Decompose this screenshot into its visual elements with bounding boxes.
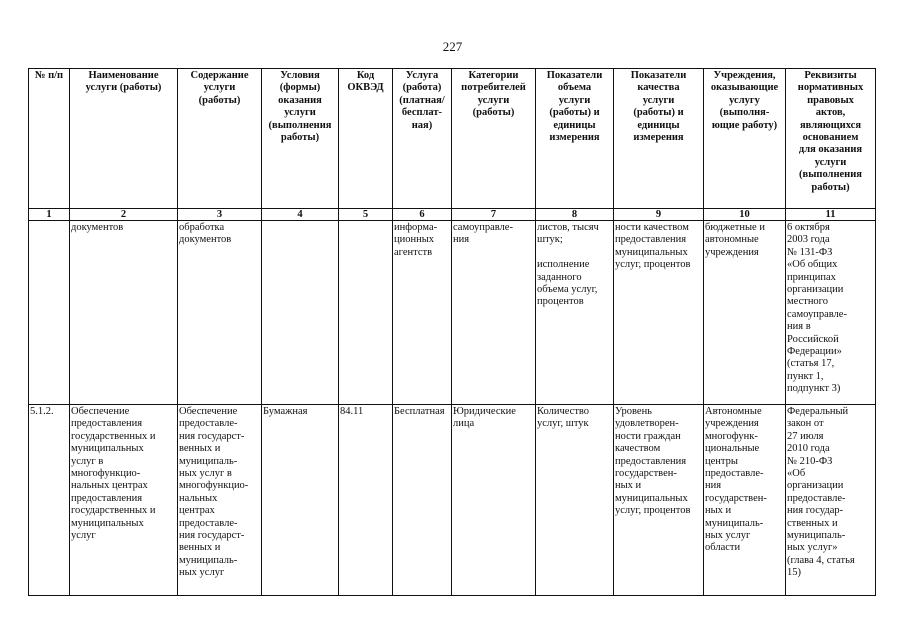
- header-volume-indicators: Показатели объема услуги (работы) и единицы измерения: [536, 69, 614, 209]
- cell-institutions: бюджетные и автономные учреждения: [704, 221, 786, 405]
- cell-number: [29, 221, 70, 405]
- header-legal-acts: Реквизиты нормативных правовых актов, являющихся основанием для оказания услуги (выполнения работы): [786, 69, 876, 209]
- cell-consumer-categories: Юридические лица: [452, 405, 536, 596]
- header-consumer-categories: Категории потребителей услуги (работы): [452, 69, 536, 209]
- cell-volume-indicators: листов, тысяч штук; исполнение заданного объема услуг, процентов: [536, 221, 614, 405]
- column-number: 8: [536, 209, 614, 221]
- cell-service-name: документов: [70, 221, 178, 405]
- cell-institutions: Автономные учреждения многофунк- циональные центры предоставле- ния государствен- ных и муниципаль- ных услуг области: [704, 405, 786, 596]
- table-row: [29, 221, 876, 405]
- cell-legal-acts: 6 октября 2003 года № 131-ФЗ «Об общих принципах организации местного самоуправле- ния в Российской Федерации» (статья 17, пункт 1, подпункт 3): [786, 221, 876, 405]
- header-conditions: Условия (формы) оказания услуги (выполнения работы): [262, 69, 339, 209]
- header-service-content: Содержание услуги (работы): [178, 69, 262, 209]
- header-number: № п/п: [29, 69, 70, 209]
- table-row: [29, 405, 876, 596]
- page-number: 227: [442, 39, 463, 54]
- column-number: 9: [614, 209, 704, 221]
- column-number: 3: [178, 209, 262, 221]
- column-number: 11: [786, 209, 876, 221]
- cell-conditions: Бумажная: [262, 405, 339, 596]
- column-number: 7: [452, 209, 536, 221]
- cell-consumer-categories: самоуправле- ния: [452, 221, 536, 405]
- cell-service-content: Обеспечение предоставле- ния государст- венных и муниципаль- ных услуг в многофункцио- нальных центрах предоставле- ния государст- венных и муниципаль- ных услуг: [178, 405, 262, 596]
- header-row: [29, 69, 876, 209]
- services-table: [28, 68, 876, 596]
- column-numbers-row: [29, 209, 876, 221]
- column-number: 5: [339, 209, 393, 221]
- column-number: 10: [704, 209, 786, 221]
- header-institutions: Учреждения, оказывающие услугу (выполня- ющие работу): [704, 69, 786, 209]
- header-quality-indicators: Показатели качества услуги (работы) и единицы измерения: [614, 69, 704, 209]
- cell-paid-free: информа- ционных агентств: [393, 221, 452, 405]
- header-paid-free: Услуга (работа) (платная/ бесплат- ная): [393, 69, 452, 209]
- cell-number: 5.1.2.: [29, 405, 70, 596]
- cell-okved-code: [339, 221, 393, 405]
- column-number: 1: [29, 209, 70, 221]
- column-number: 4: [262, 209, 339, 221]
- header-service-name: Наименование услуги (работы): [70, 69, 178, 209]
- cell-service-content: обработка документов: [178, 221, 262, 405]
- column-number: 6: [393, 209, 452, 221]
- column-number: 2: [70, 209, 178, 221]
- cell-okved-code: 84.11: [339, 405, 393, 596]
- cell-service-name: Обеспечение предоставления государственных и муниципальных услуг в многофункцио- нальных центрах предоставления государственных и муниципальных услуг: [70, 405, 178, 596]
- cell-volume-indicators: Количество услуг, штук: [536, 405, 614, 596]
- cell-paid-free: Бесплатная: [393, 405, 452, 596]
- cell-quality-indicators: Уровень удовлетворен- ности граждан качеством предоставления государствен- ных и муниципальных услуг, процентов: [614, 405, 704, 596]
- cell-legal-acts: Федеральный закон от 27 июля 2010 года № 210-ФЗ «Об организации предоставле- ния государ- ственных и муниципаль- ных услуг» (глава 4, статья 15): [786, 405, 876, 596]
- cell-conditions: [262, 221, 339, 405]
- cell-quality-indicators: ности качеством предоставления муниципальных услуг, процентов: [614, 221, 704, 405]
- header-okved-code: Код ОКВЭД: [339, 69, 393, 209]
